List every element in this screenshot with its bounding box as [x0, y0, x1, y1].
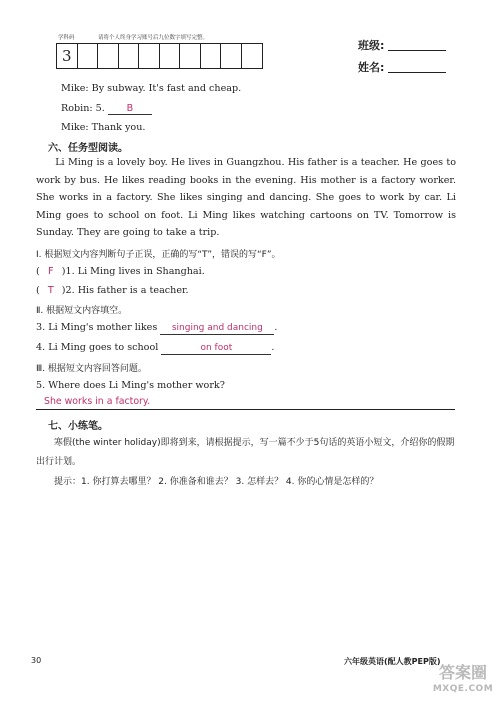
- id-digit-cell[interactable]: [78, 44, 99, 68]
- watermark-top-text: 答案圈: [438, 663, 487, 682]
- id-digit-cell[interactable]: [139, 44, 160, 68]
- question-5: 5. Where does Li Ming's mother work?: [36, 380, 225, 391]
- q2-text: )2. His father is a teacher.: [61, 285, 189, 296]
- id-digit-cell[interactable]: [98, 44, 119, 68]
- q3-prefix: 3. Li Ming's mother likes: [36, 322, 158, 333]
- dialogue-line: [61, 102, 152, 116]
- q4-answer-blank[interactable]: on foot: [161, 343, 271, 355]
- answer-blank-5[interactable]: B: [108, 103, 152, 115]
- section-6-title: 六、任务型阅读。: [48, 143, 128, 154]
- name-label: 姓名:: [358, 61, 385, 74]
- id-instruction: 请将个人终身学习账号后九位数字填写完整。: [98, 35, 209, 41]
- q1-answer[interactable]: F: [47, 266, 54, 277]
- id-digit-cell[interactable]: [242, 44, 263, 68]
- question-1: ( F )1. Li Ming lives in Shanghai.: [36, 266, 205, 277]
- id-digit-cell[interactable]: [160, 44, 181, 68]
- id-number-grid: [56, 43, 263, 69]
- class-label: 班级:: [358, 39, 385, 52]
- question-4: 4. Li Ming goes to school on foot .: [36, 342, 275, 353]
- page-number: 30: [31, 656, 42, 665]
- dialogue-line: Mike: By subway. It's fast and cheap.: [61, 83, 242, 94]
- id-digit-cell[interactable]: [119, 44, 140, 68]
- q5-answer-line: [36, 409, 455, 410]
- reading-passage: Li Ming is a lovely boy. He lives in Guangzhou. His father is a teacher. He goes to work by bus. He likes reading books in the evening. His mother is a factory worker. She works in a factory. She likes singing and dancing. She goes to work by car. Li Ming goes to school on foot. Li Ming likes watching cartoons on TV. Tomorrow is Sunday. They are going to take a trip.: [36, 157, 456, 239]
- q2-answer[interactable]: T: [47, 285, 54, 296]
- subject-code-label: 学科码: [58, 35, 75, 41]
- q1-text: )1. Li Ming lives in Shanghai.: [61, 266, 205, 277]
- part-1-instruction: Ⅰ. 根据短文内容判断句子正误，正确的写“T”，错误的写“F”。: [36, 250, 281, 260]
- question-3: 3. Li Ming's mother likes singing and dancing .: [36, 322, 278, 333]
- part-3-instruction: Ⅲ. 根据短文内容回答问题。: [36, 364, 147, 374]
- id-digit-cell[interactable]: 3: [57, 44, 78, 68]
- q4-prefix: 4. Li Ming goes to school: [36, 342, 159, 353]
- id-digit-cell[interactable]: [180, 44, 201, 68]
- id-digit-cell[interactable]: [221, 44, 242, 68]
- dialogue-line-prefix: Robin: 5.: [61, 103, 105, 114]
- q5-answer[interactable]: She works in a factory.: [44, 396, 151, 407]
- question-2: ( T )2. His father is a teacher.: [36, 285, 189, 296]
- id-digit-cell[interactable]: [201, 44, 222, 68]
- dialogue-line: Mike: Thank you.: [61, 122, 146, 133]
- section-7-title: 七、小练笔。: [48, 421, 108, 432]
- book-title: 六年级英语(配人教PEP版): [344, 657, 441, 666]
- q3-answer-blank[interactable]: singing and dancing: [160, 323, 274, 335]
- writing-prompt: 寒假(the winter holiday)即将到来，请根据提示，写一篇不少于5句话的英语小短文，介绍你的假期出行计划。: [36, 438, 455, 467]
- name-field[interactable]: [388, 72, 446, 73]
- class-field[interactable]: [388, 50, 446, 51]
- writing-hints: 提示：1. 你打算去哪里？ 2. 你准备和谁去？ 3. 怎样去？ 4. 你的心情是怎样的？: [54, 477, 379, 487]
- part-2-instruction: Ⅱ. 根据短文内容填空。: [36, 306, 128, 316]
- watermark-logo: [432, 664, 494, 702]
- watermark-bottom-text: MXQE.COM: [432, 684, 494, 694]
